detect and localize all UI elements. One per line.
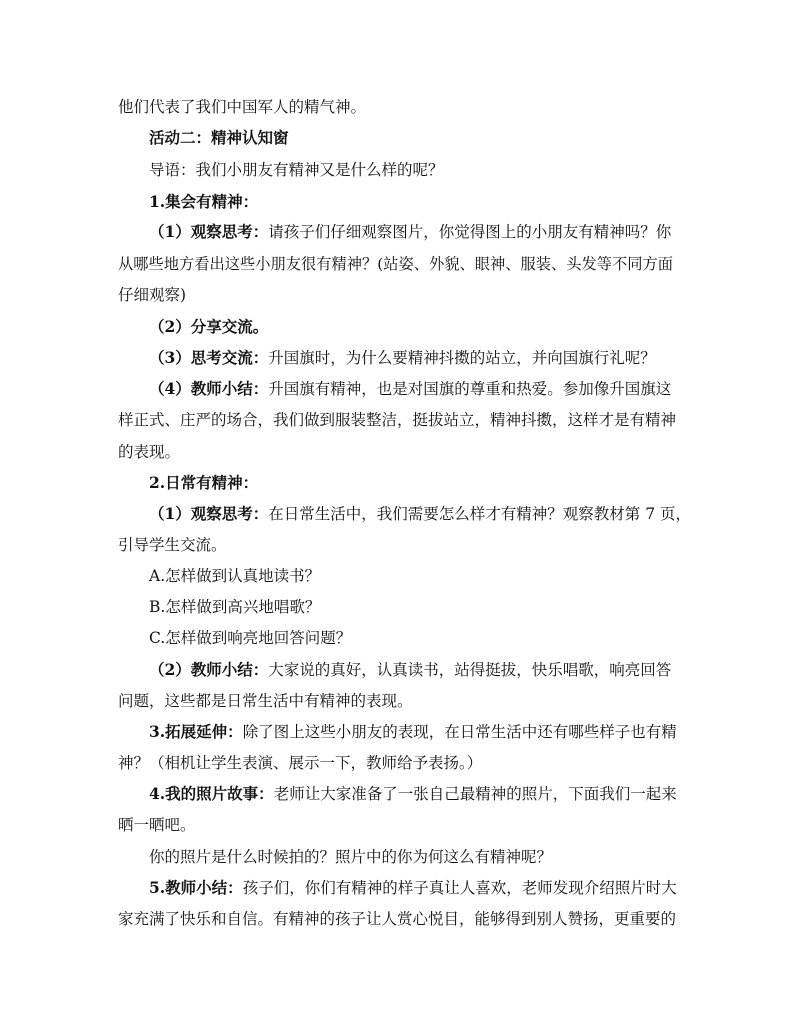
- text-segment: 引导学生交流。: [118, 536, 227, 554]
- text-segment: A.怎样做到认真地读书？: [149, 567, 321, 585]
- text-segment: 大家说的真好，认真读书，站得挺拔，快乐唱歌，响亮回答: [268, 661, 672, 679]
- text-segment: 孩子们，你们有精神的样子真让人喜欢，老师发现介绍照片时大: [242, 879, 677, 897]
- subsection-heading: [149, 473, 709, 493]
- label-segment: 4.我的照片故事：: [149, 784, 274, 803]
- text-line: [118, 691, 678, 711]
- subsection-heading: [149, 192, 709, 212]
- text-segment: 家充满了快乐和自信。有精神的孩子让人赏心悦目，能够得到别人赞扬，更重要的: [118, 910, 677, 928]
- list-item: [149, 597, 709, 617]
- text-segment: 老师让大家准备了一张自己最精神的照片，下面我们一起来: [273, 785, 677, 803]
- text-segment: 除了图上这些小朋友的表现，在日常生活中还有哪些样子也有精: [242, 723, 677, 741]
- text-line: [118, 815, 678, 835]
- text-segment: 问题，这些都是日常生活中有精神的表现。: [118, 692, 413, 710]
- text-line: [118, 909, 678, 929]
- text-segment: 导语：我们小朋友有精神又是什么样的呢？: [149, 161, 444, 179]
- label-segment: 3.拓展延伸：: [149, 722, 243, 741]
- label-segment: （3）思考交流：: [149, 348, 269, 367]
- text-line: [118, 753, 678, 773]
- list-item: [149, 566, 709, 586]
- text-segment: 样正式、庄严的场合，我们做到服装整洁，挺拔站立，精神抖擞，这样才是有精神: [118, 411, 677, 429]
- text-segment: 活动二：精神认知窗: [149, 128, 289, 147]
- text-line: [149, 317, 709, 337]
- text-line: [118, 442, 678, 462]
- text-segment: 请孩子们仔细观察图片，你觉得图上的小朋友有精神吗？你: [268, 223, 672, 241]
- label-segment: （4）教师小结：: [149, 379, 269, 398]
- text-segment: B.怎样做到高兴地唱歌？: [149, 598, 321, 616]
- text-segment: 晒一晒吧。: [118, 816, 196, 834]
- text-line: [149, 847, 709, 867]
- text-segment: （2）分享交流。: [149, 317, 269, 336]
- text-segment: 在日常生活中，我们需要怎么样才有精神？观察教材第 7 页，: [268, 505, 692, 523]
- label-segment: （2）教师小结：: [149, 660, 269, 679]
- text-segment: C.怎样做到响亮地回答问题？: [149, 629, 352, 647]
- text-line: [149, 660, 709, 680]
- text-line: [149, 878, 709, 898]
- text-line: [118, 285, 678, 305]
- text-line: [118, 410, 678, 430]
- text-segment: 1.集会有精神：: [149, 192, 259, 211]
- text-segment: 的表现。: [118, 443, 181, 461]
- text-line: [149, 160, 709, 180]
- text-segment: 仔细观察): [118, 286, 187, 304]
- list-item: [149, 628, 709, 648]
- text-line: [118, 254, 678, 274]
- section-heading: [149, 128, 709, 148]
- text-segment: 2.日常有精神：: [149, 473, 259, 492]
- text-segment: 从哪些地方看出这些小朋友很有精神？(站姿、外貌、眼神、服装、头发等不同方面: [118, 255, 673, 273]
- text-line: [149, 784, 709, 804]
- label-segment: （1）观察思考：: [149, 504, 269, 523]
- label-segment: （1）观察思考：: [149, 222, 269, 241]
- text-line: [118, 535, 678, 555]
- text-line: [149, 379, 709, 399]
- text-line: [149, 722, 709, 742]
- text-line: [149, 504, 709, 524]
- text-line: [118, 97, 678, 117]
- text-segment: 神？（相机让学生表演、展示一下，教师给予表扬。）: [118, 754, 483, 772]
- label-segment: 5.教师小结：: [149, 878, 243, 897]
- text-segment: 升国旗时，为什么要精神抖擞的站立，并向国旗行礼呢？: [268, 349, 656, 367]
- text-line: [149, 222, 709, 242]
- text-segment: 你的照片是什么时候拍的？照片中的你为何这么有精神呢？: [149, 848, 553, 866]
- text-segment: 他们代表了我们中国军人的精气神。: [118, 98, 367, 116]
- text-line: [149, 348, 709, 368]
- text-segment: 升国旗有精神，也是对国旗的尊重和热爱。参加像升国旗这: [268, 380, 672, 398]
